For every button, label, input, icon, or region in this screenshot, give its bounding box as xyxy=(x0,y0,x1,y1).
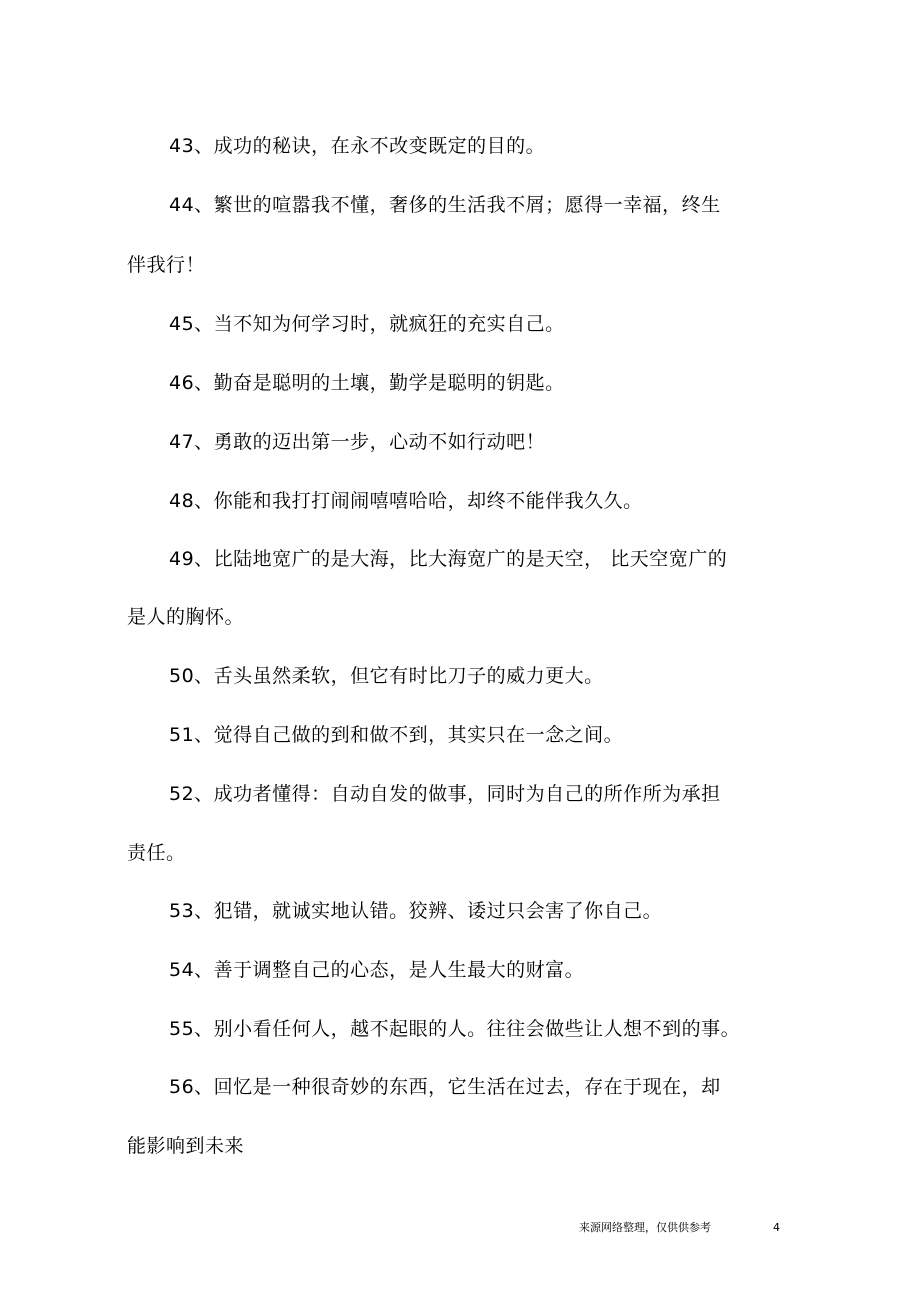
text-line: 43、成功的秘诀，在永不改变既定的目的。 xyxy=(169,135,546,157)
page-number: 4 xyxy=(773,1221,780,1234)
text-line: 48、你能和我打打闹闹嘻嘻哈哈，却终不能伴我久久。 xyxy=(169,490,643,512)
text-line: 53、犯错，就诚实地认错。狡辨、诿过只会害了你自己。 xyxy=(169,900,663,922)
text-line: 49、比陆地宽广的是大海，比大海宽广的是天空， 比天空宽广的 xyxy=(169,548,728,570)
text-line: 责任。 xyxy=(127,842,186,864)
text-line: 56、回忆是一种很奇妙的东西，它生活在过去，存在于现在，却 xyxy=(169,1076,721,1098)
text-line: 51、觉得自己做的到和做不到，其实只在一念之间。 xyxy=(169,724,624,746)
text-line: 52、成功者懂得：自动自发的做事，同时为自己的所作所为承担 xyxy=(169,783,721,805)
text-line: 55、别小看任何人，越不起眼的人。往往会做些让人想不到的事。 xyxy=(169,1018,741,1040)
text-line: 能影响到未来 xyxy=(127,1135,245,1157)
text-line: 54、善于调整自己的心态，是人生最大的财富。 xyxy=(169,959,585,981)
text-line: 44、繁世的喧嚣我不懂，奢侈的生活我不屑；愿得一幸福，终生 xyxy=(169,194,721,216)
text-line: 45、当不知为何学习时，就疯狂的充实自己。 xyxy=(169,313,565,335)
text-line: 伴我行！ xyxy=(127,254,206,276)
text-line: 50、舌头虽然柔软，但它有时比刀子的威力更大。 xyxy=(169,665,604,687)
text-line: 47、勇敢的迈出第一步，心动不如行动吧！ xyxy=(169,431,546,453)
text-line: 是人的胸怀。 xyxy=(127,606,245,628)
text-line: 46、勤奋是聪明的土壤，勤学是聪明的钥匙。 xyxy=(169,372,565,394)
footer-source-note: 来源网络整理，仅供供参考 xyxy=(579,1221,711,1234)
